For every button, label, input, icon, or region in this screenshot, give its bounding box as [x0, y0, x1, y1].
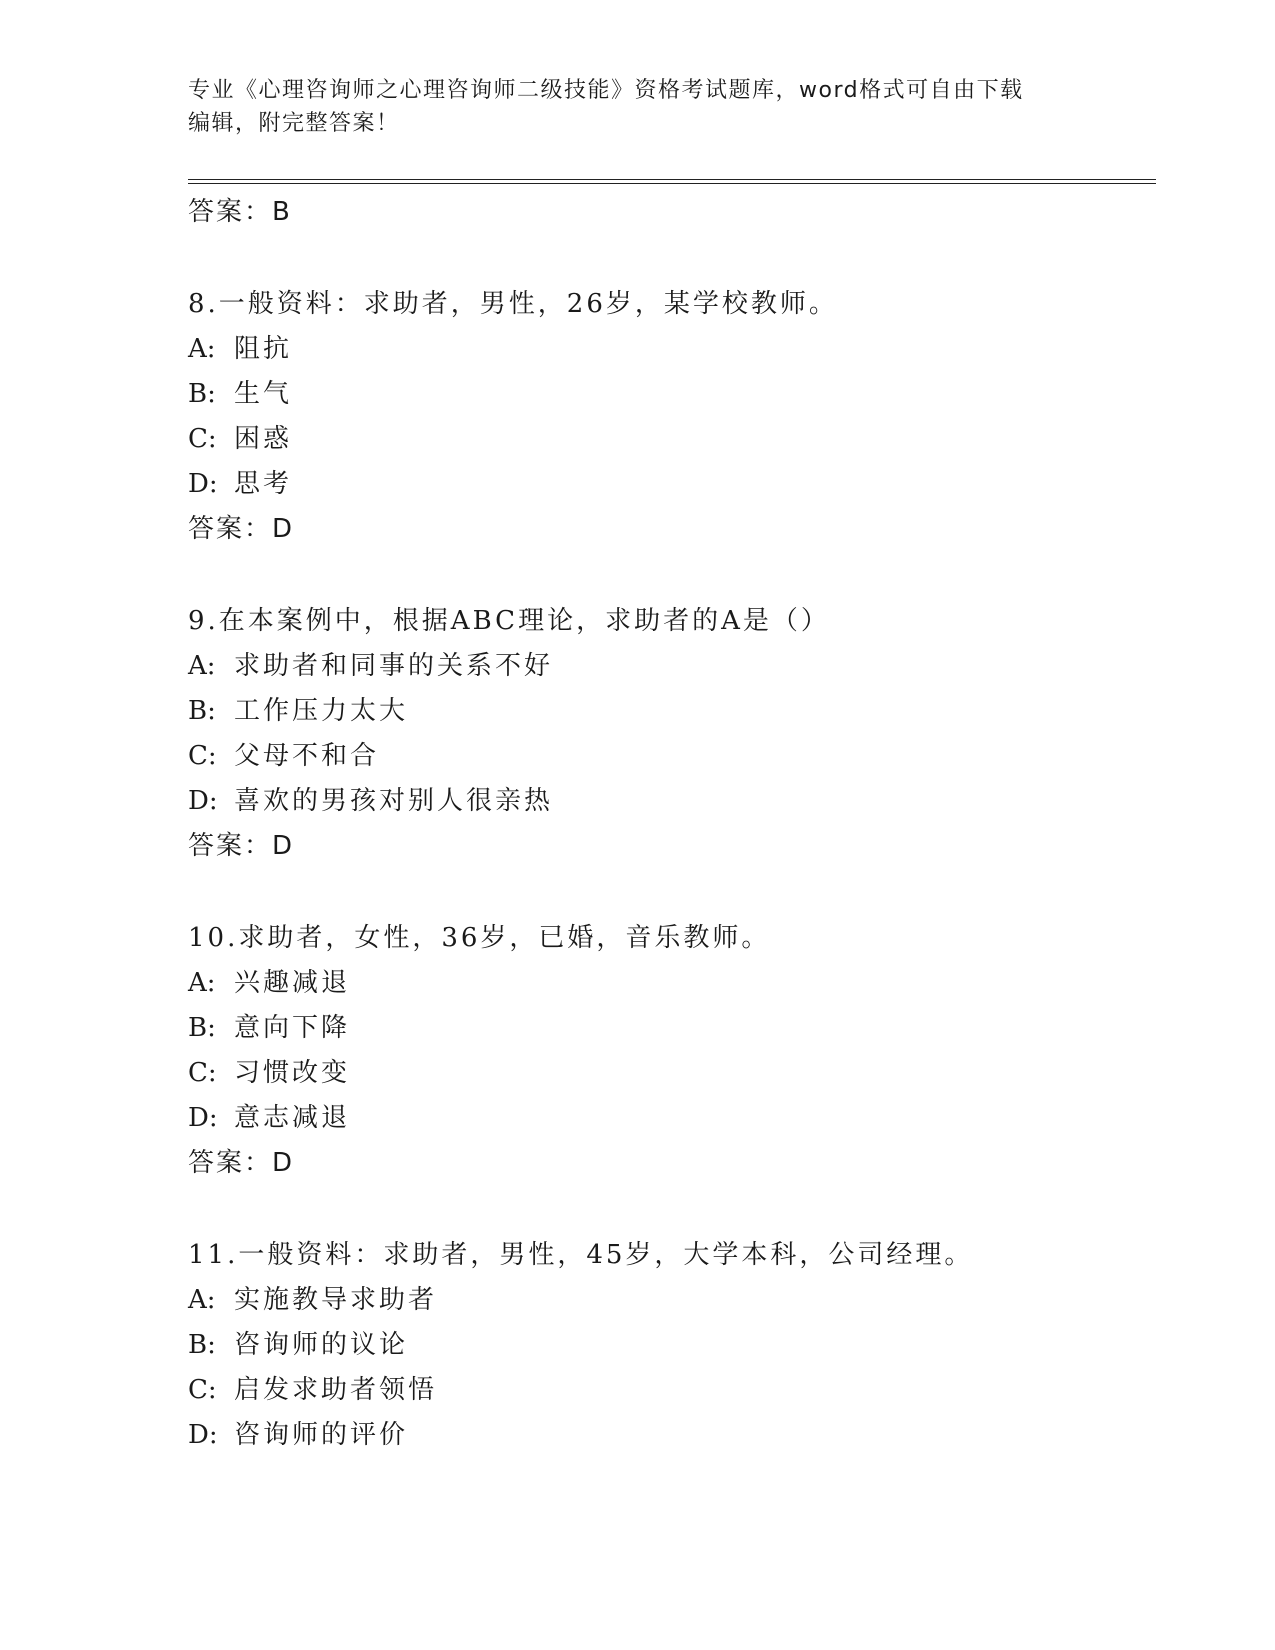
- option-a: [188, 1278, 1148, 1323]
- option-d: [188, 1413, 1148, 1458]
- option-letter: A:: [188, 334, 216, 364]
- question-stem: 10.求助者，女性，36岁，已婚，音乐教师。: [188, 923, 771, 953]
- option-letter: C:: [188, 424, 217, 454]
- option-letter: D:: [188, 469, 218, 499]
- option-text: 习惯改变: [234, 1058, 351, 1088]
- option-d: [188, 1096, 1148, 1141]
- option-text: 求助者和同事的关系不好: [234, 651, 554, 681]
- question-stem: 11.一般资料：求助者，男性，45岁，大学本科，公司经理。: [188, 1240, 974, 1270]
- option-b: [188, 372, 1148, 417]
- option-c: [188, 1051, 1148, 1096]
- option-d: [188, 779, 1148, 824]
- option-c: [188, 1368, 1148, 1413]
- question-9: [188, 599, 1148, 869]
- option-text: 思考: [234, 469, 293, 499]
- option-text: 实施教导求助者: [234, 1285, 438, 1315]
- option-c: [188, 417, 1148, 462]
- option-b: [188, 689, 1148, 734]
- option-letter: C:: [188, 1375, 217, 1405]
- option-c: [188, 734, 1148, 779]
- option-letter: A:: [188, 651, 216, 681]
- option-letter: D:: [188, 1103, 218, 1133]
- option-text: 启发求助者领悟: [234, 1375, 438, 1405]
- option-text: 兴趣减退: [234, 968, 351, 998]
- spacer: [188, 1186, 1148, 1233]
- option-text: 咨询师的评价: [234, 1420, 409, 1450]
- question-8: [188, 282, 1148, 552]
- option-a: [188, 327, 1148, 372]
- option-letter: A:: [188, 1285, 216, 1315]
- option-letter: B:: [188, 696, 216, 726]
- option-letter: B:: [188, 379, 216, 409]
- header-line-1: 专业《心理咨询师之心理咨询师二级技能》资格考试题库，word格式可自由下载: [188, 78, 1024, 103]
- option-letter: A:: [188, 968, 216, 998]
- option-b: [188, 1006, 1148, 1051]
- option-text: 父母不和合: [234, 741, 380, 771]
- option-text: 工作压力太大: [234, 696, 409, 726]
- answer-line: 答案：D: [188, 514, 295, 544]
- option-text: 意向下降: [234, 1013, 351, 1043]
- question-stem: 9.在本案例中，根据ABC理论，求助者的A是（）: [188, 606, 830, 636]
- option-letter: B:: [188, 1330, 216, 1360]
- question-10: [188, 916, 1148, 1186]
- option-letter: C:: [188, 741, 217, 771]
- option-text: 意志减退: [234, 1103, 351, 1133]
- previous-answer: 答案：B: [188, 197, 292, 227]
- header-line-2: 编辑，附完整答案！: [188, 111, 400, 136]
- option-letter: D:: [188, 786, 218, 816]
- option-text: 困惑: [234, 424, 293, 454]
- option-d: [188, 462, 1148, 507]
- question-stem: 8.一般资料：求助者，男性，26岁，某学校教师。: [188, 289, 838, 319]
- document-header: [188, 74, 1088, 140]
- answer-line: 答案：D: [188, 1148, 295, 1178]
- option-letter: C:: [188, 1058, 217, 1088]
- spacer: [188, 552, 1148, 599]
- question-11: [188, 1233, 1148, 1458]
- option-text: 咨询师的议论: [234, 1330, 409, 1360]
- option-text: 喜欢的男孩对别人很亲热: [234, 786, 554, 816]
- option-letter: B:: [188, 1013, 216, 1043]
- answer-line: 答案：D: [188, 831, 295, 861]
- option-a: [188, 644, 1148, 689]
- option-text: 生气: [234, 379, 293, 409]
- spacer: [188, 869, 1148, 916]
- question-list: [188, 190, 1148, 1458]
- option-b: [188, 1323, 1148, 1368]
- spacer: [188, 235, 1148, 282]
- header-divider: [188, 179, 1156, 184]
- option-a: [188, 961, 1148, 1006]
- option-letter: D:: [188, 1420, 218, 1450]
- option-text: 阻抗: [234, 334, 293, 364]
